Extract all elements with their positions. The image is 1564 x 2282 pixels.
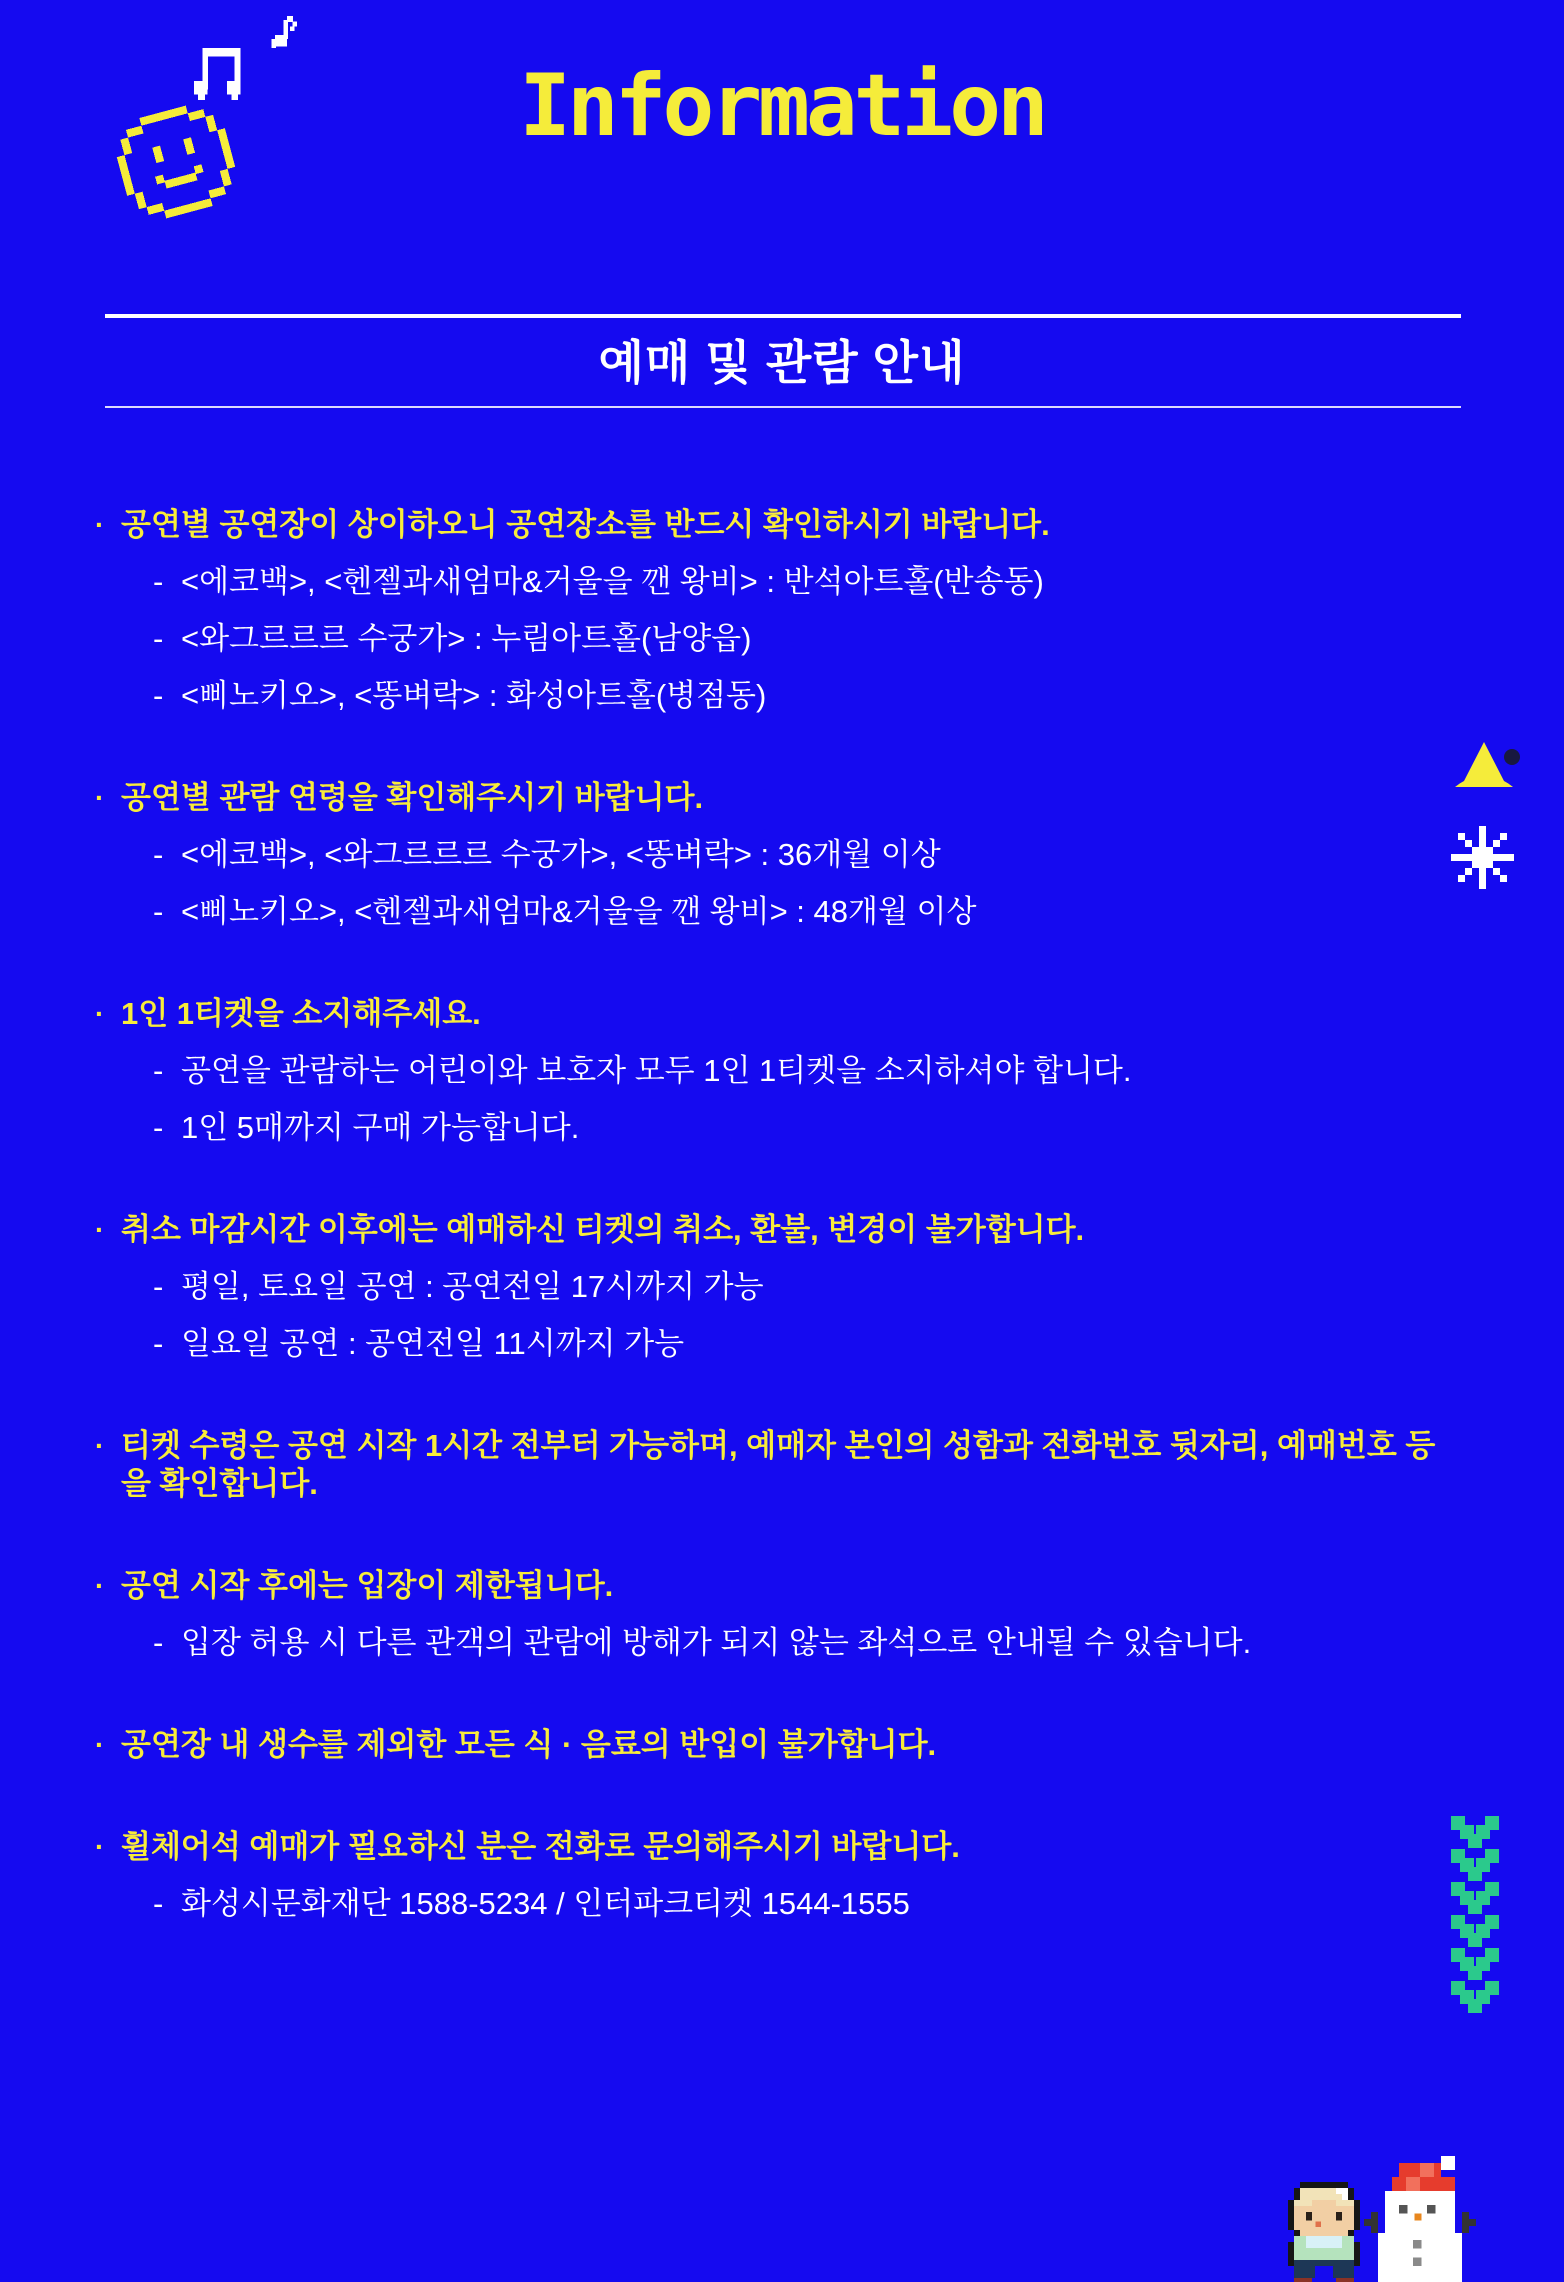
section-heading-row [95,995,1455,1033]
section-heading: 공연 시작 후에는 입장이 제한됩니다. [121,1568,614,1603]
section-items [95,1268,1455,1363]
section-items [95,1624,1455,1662]
info-section [95,506,1455,715]
bullet-marker: · [95,782,105,813]
dash-marker: - [153,894,164,929]
bullet-marker: · [95,1430,105,1461]
section-items [95,1052,1455,1147]
bullet-marker: · [95,1570,105,1601]
bullet-marker: · [95,998,105,1029]
info-sections [95,506,1455,1987]
section-heading: 취소 마감시간 이후에는 예매하신 티켓의 취소, 환불, 변경이 불가합니다. [121,1212,1085,1247]
dash-marker: - [153,621,164,656]
section-item [95,1268,1455,1306]
item-text: <에코백>, <헨젤과새엄마&거울을 깬 왕비> : 반석아트홀(반송동) [181,564,1044,599]
dash-marker: - [153,1110,164,1145]
section-heading: 공연별 공연장이 상이하오니 공연장소를 반드시 확인하시기 바랍니다. [121,507,1050,542]
dash-marker: - [153,837,164,872]
item-text: 입장 허용 시 다른 관객의 관람에 방해가 되지 않는 좌석으로 안내될 수 있습니다. [181,1625,1252,1660]
section-heading-row [95,506,1455,544]
music-note-small-icon [266,16,300,54]
item-text: <삐노키오>, <헨젤과새엄마&거울을 깬 왕비> : 48개월 이상 [181,894,977,929]
person-pixel-icon [1288,2182,1360,2282]
section-item [95,836,1455,874]
bullet-marker: · [95,1831,105,1862]
section-item [95,1624,1455,1662]
info-section [95,1427,1455,1503]
section-heading-row [95,1211,1455,1249]
section-heading: 1인 1티켓을 소지해주세요. [121,996,481,1031]
info-section [95,1567,1455,1662]
info-section [95,779,1455,931]
dash-marker: - [153,1053,164,1088]
section-item [95,1052,1455,1090]
item-text: <에코백>, <와그르르르 수궁가>, <똥벼락> : 36개월 이상 [181,837,941,872]
chevron-down-icons [1451,1816,1499,2016]
section-item [95,1325,1455,1363]
dash-marker: - [153,1269,164,1304]
section-item [95,563,1455,601]
section-heading-row [95,779,1455,817]
divider-top [105,314,1461,318]
dash-marker: - [153,1886,164,1921]
dash-marker: - [153,564,164,599]
info-section [95,1726,1455,1764]
section-item [95,893,1455,931]
bullet-marker: · [95,1214,105,1245]
snowflake-icon [1451,826,1514,889]
section-items [95,563,1455,715]
bullet-marker: · [95,509,105,540]
section-heading-row [95,1726,1455,1764]
section-items [95,1885,1455,1923]
dash-marker: - [153,678,164,713]
section-heading-row [95,1567,1455,1605]
section-heading: 티켓 수령은 공연 시작 1시간 전부터 가능하며, 예매자 본인의 성함과 전화번호 뒷자리, 예매번호 등을 확인합니다. [121,1428,1436,1501]
bullet-marker: · [95,1729,105,1760]
item-text: 평일, 토요일 공연 : 공연전일 17시까지 가능 [181,1269,764,1304]
section-item [95,1109,1455,1147]
section-heading: 공연장 내 생수를 제외한 모든 식 · 음료의 반입이 불가합니다. [121,1727,937,1762]
item-text: 일요일 공연 : 공연전일 11시까지 가능 [181,1326,685,1361]
divider-bottom [105,406,1461,408]
section-item [95,1885,1455,1923]
item-text: 화성시문화재단 1588-5234 / 인터파크티켓 1544-1555 [181,1886,910,1921]
page-subtitle: 예매 및 관람 안내 [598,336,966,389]
item-text: <와그르르르 수궁가> : 누림아트홀(남양읍) [181,621,752,656]
section-items [95,836,1455,931]
info-section [95,1828,1455,1923]
section-heading-row [95,1828,1455,1866]
info-section [95,1211,1455,1363]
section-item [95,620,1455,658]
snowman-icon [1364,2156,1476,2282]
info-section [95,995,1455,1147]
section-item [95,677,1455,715]
item-text: <삐노키오>, <똥벼락> : 화성아트홀(병점동) [181,678,767,713]
page-title: Information [519,56,1045,156]
item-text: 1인 5매까지 구매 가능합니다. [181,1110,580,1145]
section-heading: 공연별 관람 연령을 확인해주시기 바랍니다. [121,780,704,815]
dash-marker: - [153,1625,164,1660]
section-heading: 휠체어석 예매가 필요하신 분은 전화로 문의해주시기 바랍니다. [121,1829,960,1864]
item-text: 공연을 관람하는 어린이와 보호자 모두 1인 1티켓을 소지하셔야 합니다. [181,1053,1132,1088]
pacman-icon [1438,697,1530,787]
section-heading-row [95,1427,1455,1503]
dash-marker: - [153,1326,164,1361]
